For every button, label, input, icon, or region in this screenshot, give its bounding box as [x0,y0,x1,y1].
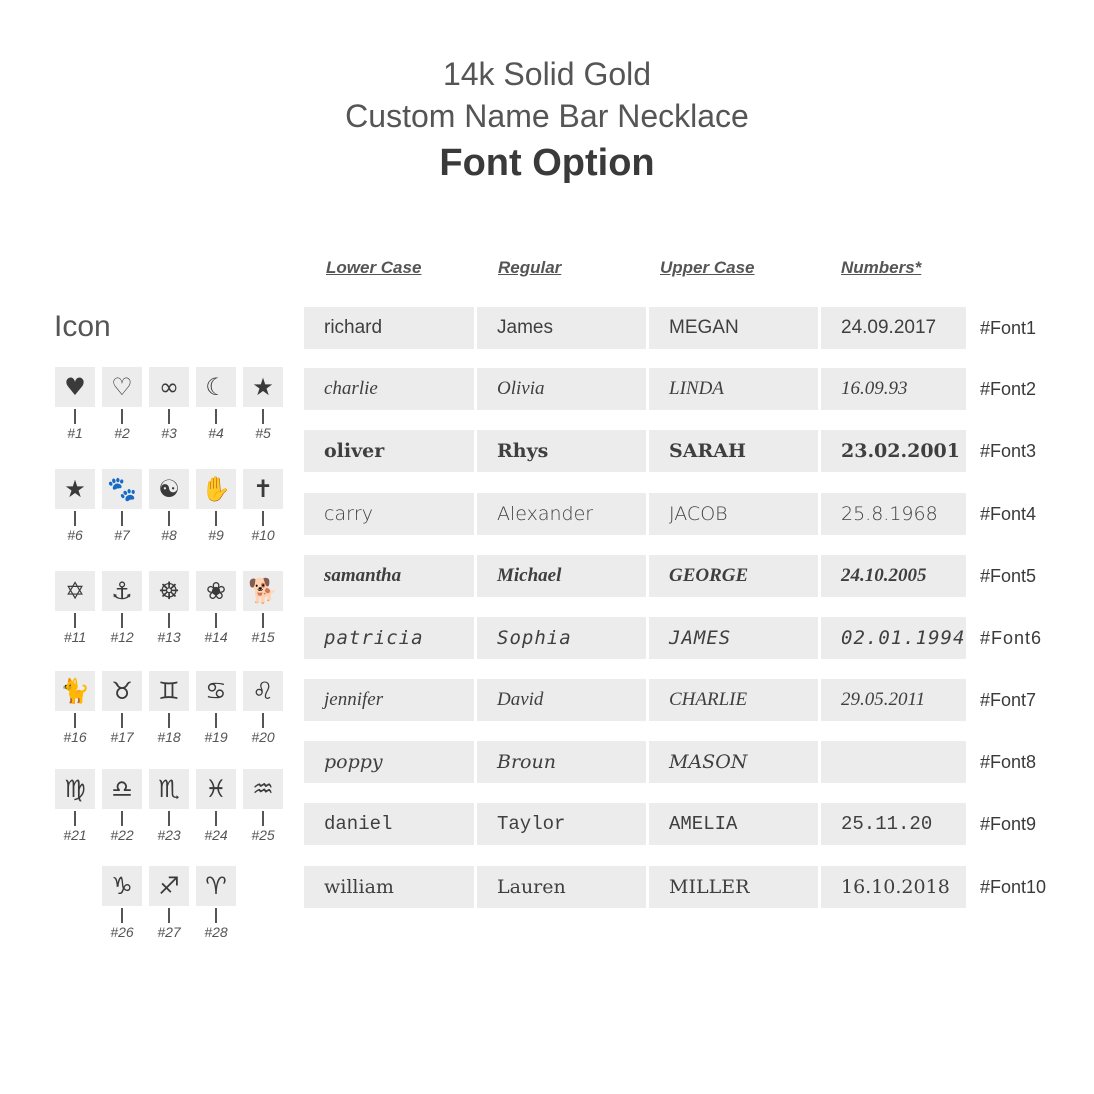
icon-number: #16 [63,729,87,745]
cell-numbers [821,741,966,783]
icon-option [102,866,144,940]
cell-upper-case: MEGAN [649,307,818,349]
icon-option [196,571,238,645]
cell-numbers: 16.09.93 [821,368,966,410]
icon-stem [121,713,123,728]
icon-stem [215,713,217,728]
cell-lower-case: william [304,866,474,908]
icon-option [102,769,144,843]
icon-option [196,367,238,441]
font-label: #Font8 [980,751,1037,772]
icon-stem [168,409,170,424]
star-of-david-icon: ✡ [55,571,95,611]
icon-number: #5 [255,425,271,441]
icon-option [55,571,97,645]
icon-stem [168,811,170,826]
cell-lower-case: poppy [304,741,474,783]
column-header-lower-case: Lower Case [326,258,422,277]
icon-number: #27 [157,924,181,940]
font-label: #Font1 [980,317,1037,338]
cell-numbers: 24.09.2017 [821,307,966,349]
anchor-icon: ⚓ [102,571,142,611]
icon-option [55,367,97,441]
icon-stem [168,613,170,628]
cancer-icon: ♋ [196,671,236,711]
icon-number: #6 [67,527,83,543]
icon-option [149,769,191,843]
cell-upper-case: CHARLIE [649,679,818,721]
icon-number: #4 [208,425,224,441]
cell-lower-case: richard [304,307,474,349]
icon-stem [74,613,76,628]
icon-number: #3 [161,425,177,441]
aquarius-icon: ♒ [243,769,283,809]
icon-option [102,571,144,645]
icon-option [196,469,238,543]
column-header-numbers: Numbers* [841,258,922,277]
cell-numbers: 25.8.1968 [821,493,966,535]
icon-option [102,367,144,441]
icon-option [243,769,285,843]
icon-stem [121,908,123,923]
cell-upper-case: MASON [649,741,818,783]
icon-option [149,469,191,543]
icon-number: #25 [251,827,275,843]
icon-option [102,469,144,543]
title-line-2: Custom Name Bar Necklace [345,98,749,134]
icon-number: #13 [157,629,181,645]
ship-wheel-icon: ☸ [149,571,189,611]
icon-option [149,571,191,645]
icon-stem [262,613,264,628]
icon-number: #21 [63,827,87,843]
gemini-icon: ♊ [149,671,189,711]
title-line-1: 14k Solid Gold [442,56,652,92]
icon-number: #23 [157,827,181,843]
cell-upper-case: AMELIA [649,803,818,845]
cell-lower-case: charlie [304,368,474,410]
cell-numbers: 16.10.2018 [821,866,966,908]
icon-option [149,866,191,940]
icon-stem [74,409,76,424]
cell-numbers: 02.01.1994 [821,617,966,659]
dog-icon: 🐕 [243,571,283,611]
font-label: #Font10 [980,876,1047,897]
icon-stem [74,811,76,826]
font-label: #Font5 [980,565,1037,586]
icon-number: #24 [204,827,228,843]
star-icon: ★ [55,469,95,509]
icon-option [55,769,97,843]
icon-stem [74,713,76,728]
icon-stem [262,409,264,424]
paw-icon: 🐾 [102,469,142,509]
icon-number: #9 [208,527,224,543]
cell-upper-case: SARAH [649,430,818,472]
icon-stem [215,511,217,526]
font-label: #Font6 [980,627,1043,648]
font-label: #Font4 [980,503,1037,524]
cat-icon: 🐈 [55,671,95,711]
libra-icon: ♎ [102,769,142,809]
moon-icon: ☾ [196,367,236,407]
cell-regular: Michael [477,555,646,597]
icon-option [55,671,97,745]
icon-stem [121,811,123,826]
icon-stem [74,511,76,526]
icon-option [149,671,191,745]
icon-number: #12 [110,629,134,645]
icon-stem [121,511,123,526]
hamsa-icon: ✋ [196,469,236,509]
icon-section-title: Icon [54,310,111,343]
cell-upper-case: GEORGE [649,555,818,597]
icon-option [196,769,238,843]
icon-stem [121,613,123,628]
icon-number: #19 [204,729,228,745]
icon-number: #14 [204,629,228,645]
page-title: Font Option [439,142,655,184]
icon-option [102,671,144,745]
icon-number: #17 [110,729,134,745]
icon-stem [121,409,123,424]
icon-number: #28 [204,924,228,940]
cell-upper-case: JAMES [649,617,818,659]
icon-stem [262,511,264,526]
icon-number: #15 [251,629,275,645]
virgo-icon: ♍ [55,769,95,809]
icon-option [243,671,285,745]
column-header-upper-case: Upper Case [660,258,755,277]
lotus-icon: ❀ [196,571,236,611]
font-label: #Font2 [980,378,1037,399]
icon-option [196,866,238,940]
icon-stem [215,908,217,923]
pisces-icon: ♓ [196,769,236,809]
cell-regular: Olivia [477,368,646,410]
icon-number: #2 [114,425,130,441]
cell-lower-case: samantha [304,555,474,597]
icon-number: #10 [251,527,275,543]
cell-regular: James [477,307,646,349]
cell-upper-case: JACOB [649,493,818,535]
cell-upper-case: MILLER [649,866,818,908]
icon-option [243,571,285,645]
cell-numbers: 25.11.20 [821,803,966,845]
cell-numbers: 23.02.2001 [821,430,966,472]
cell-regular: Rhys [477,430,646,472]
cell-numbers: 24.10.2005 [821,555,966,597]
scorpio-icon: ♏ [149,769,189,809]
icon-stem [215,613,217,628]
yin-yang-icon: ☯ [149,469,189,509]
cell-regular: Sophia [477,617,646,659]
icon-number: #1 [67,425,83,441]
icon-stem [262,713,264,728]
font-label: #Font3 [980,440,1037,461]
icon-number: #22 [110,827,134,843]
cell-lower-case: jennifer [304,679,474,721]
star-icon: ★ [243,367,283,407]
icon-option [196,671,238,745]
icon-number: #20 [251,729,275,745]
cell-regular: David [477,679,646,721]
cell-lower-case: patricia [304,617,474,659]
cross-icon: ✝ [243,469,283,509]
icon-option [149,367,191,441]
icon-number: #11 [63,629,87,645]
sagittarius-icon: ♐ [149,866,189,906]
icon-option [243,367,285,441]
cell-lower-case: carry [304,493,474,535]
font-label: #Font9 [980,813,1037,834]
icon-stem [215,811,217,826]
cell-lower-case: oliver [304,430,474,472]
cell-regular: Alexander [477,493,646,535]
icon-stem [262,811,264,826]
icon-number: #8 [161,527,177,543]
cell-lower-case: daniel [304,803,474,845]
icon-number: #18 [157,729,181,745]
icon-number: #26 [110,924,134,940]
cell-regular: Taylor [477,803,646,845]
icon-stem [168,908,170,923]
leo-icon: ♌ [243,671,283,711]
heart-outline-icon: ♡ [102,367,142,407]
heart-icon: ♥ [55,367,95,407]
cell-numbers: 29.05.2011 [821,679,966,721]
infinity-icon: ∞ [149,367,189,407]
cell-upper-case: LINDA [649,368,818,410]
capricorn-icon: ♑ [102,866,142,906]
icon-number: #7 [114,527,130,543]
icon-option [55,469,97,543]
cell-regular: Lauren [477,866,646,908]
column-header-regular: Regular [498,258,562,277]
icon-stem [168,713,170,728]
cell-regular: Broun [477,741,646,783]
icon-stem [215,409,217,424]
taurus-icon: ♉ [102,671,142,711]
font-label: #Font7 [980,689,1037,710]
icon-stem [168,511,170,526]
icon-option [243,469,285,543]
aries-icon: ♈ [196,866,236,906]
